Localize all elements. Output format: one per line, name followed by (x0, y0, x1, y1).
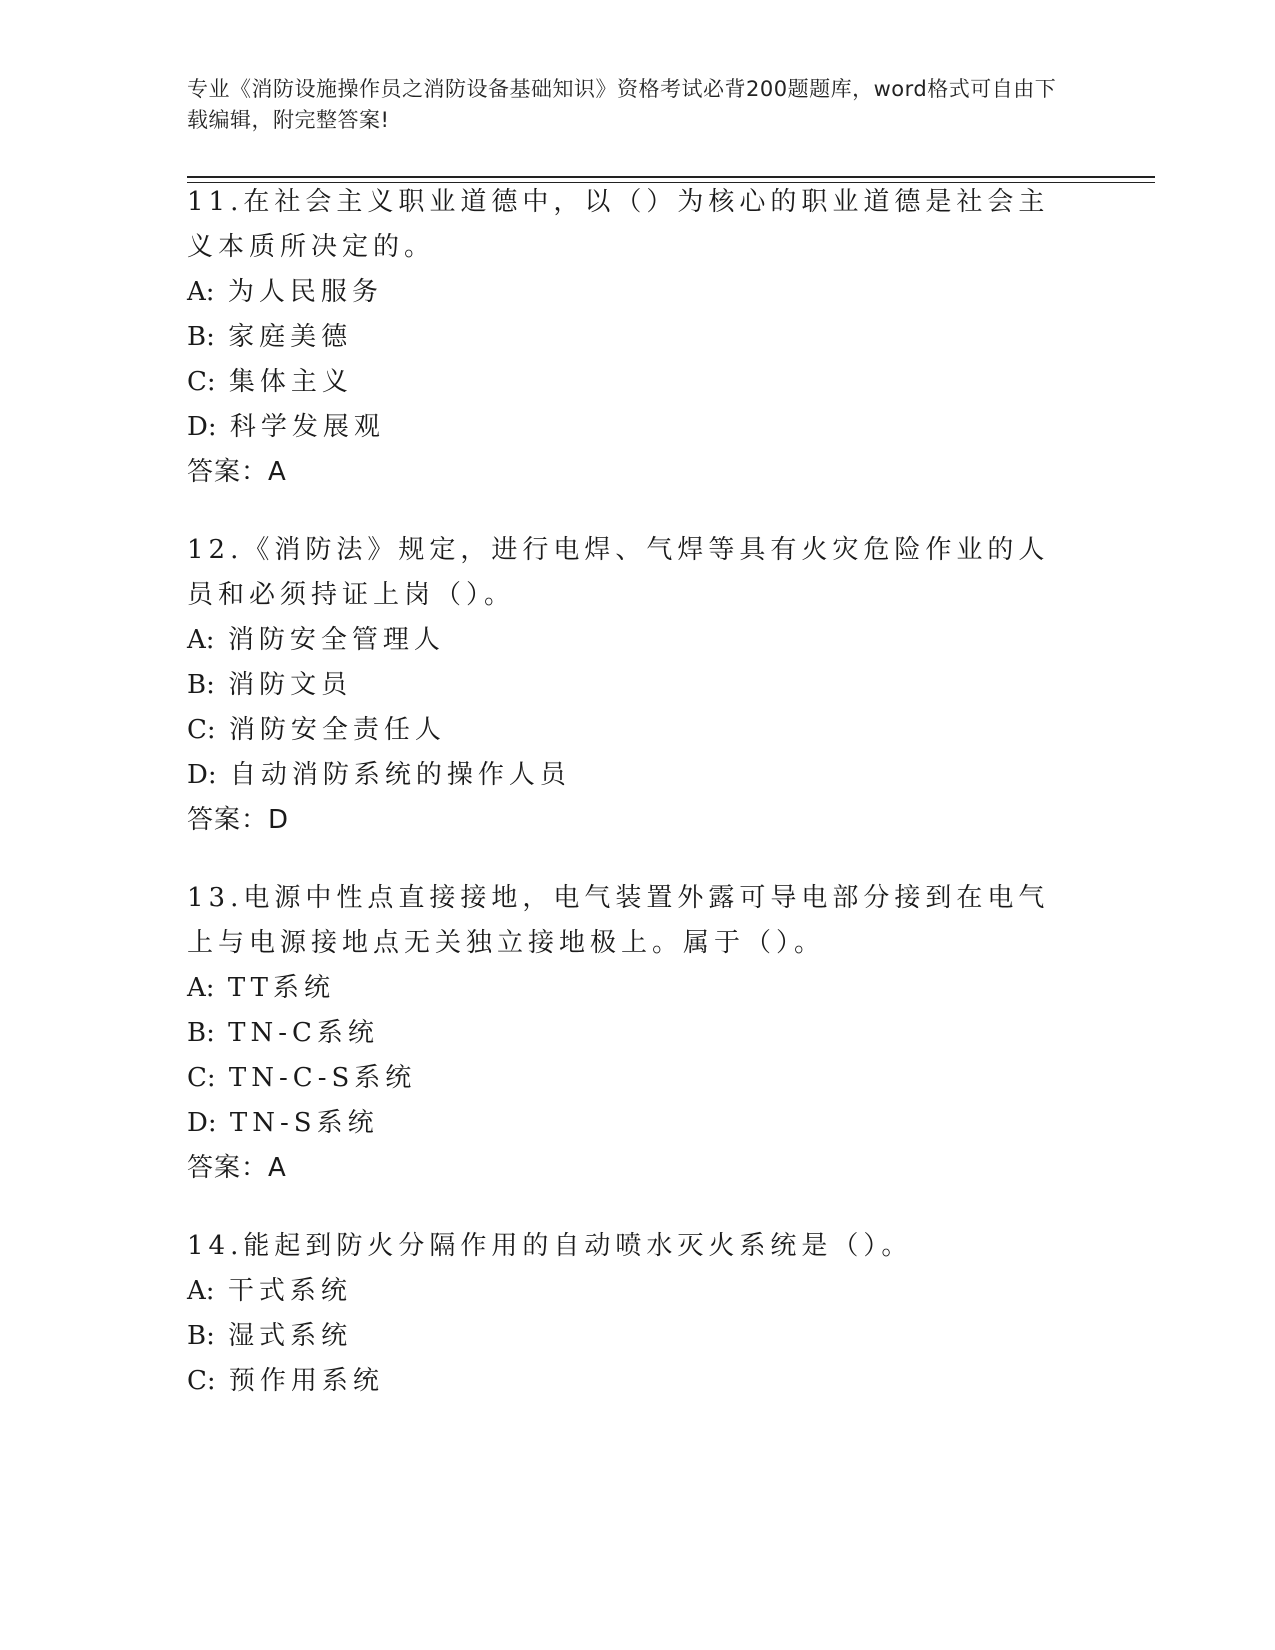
option-d: D: 科学发展观 (187, 412, 385, 442)
question-12 (187, 528, 1067, 843)
option-b: B: TN-C系统 (187, 1018, 379, 1048)
option-a: A: 消防安全管理人 (187, 625, 445, 655)
option-a: A: 干式系统 (187, 1276, 352, 1306)
option-b: B: 湿式系统 (187, 1321, 353, 1351)
option-c: C: 集体主义 (187, 367, 353, 397)
question-14 (187, 1224, 1067, 1404)
option-a: A: 为人民服务 (187, 277, 383, 307)
document-header: 专业《消防设施操作员之消防设备基础知识》资格考试必背200题题库，word格式可自由下载编辑，附完整答案! (187, 77, 1057, 132)
option-c: C: 消防安全责任人 (187, 715, 446, 745)
question-stem: 14.能起到防火分隔作用的自动喷水灭火系统是（）。 (187, 1231, 913, 1261)
option-a: A: TT系统 (187, 973, 335, 1003)
option-b: B: 消防文员 (187, 670, 353, 700)
answer: 答案：D (187, 805, 290, 835)
option-c: C: TN-C-S系统 (187, 1063, 417, 1093)
question-stem: 11.在社会主义职业道德中，以（）为核心的职业道德是社会主义本质所决定的。 (187, 187, 1050, 262)
question-stem: 12.《消防法》规定，进行电焊、气焊等具有火灾危险作业的人员和必须持证上岗（）。 (187, 535, 1050, 610)
answer: 答案：A (187, 457, 287, 487)
question-13 (187, 876, 1067, 1191)
question-11 (187, 180, 1067, 495)
answer: 答案：A (187, 1153, 287, 1183)
option-b: B: 家庭美德 (187, 322, 353, 352)
option-d: D: 自动消防系统的操作人员 (187, 760, 571, 790)
question-stem: 13.电源中性点直接接地，电气装置外露可导电部分接到在电气上与电源接地点无关独立接地极上。属于（）。 (187, 883, 1050, 958)
header-divider (187, 176, 1155, 178)
option-d: D: TN-S系统 (187, 1108, 379, 1138)
option-c: C: 预作用系统 (187, 1366, 384, 1396)
